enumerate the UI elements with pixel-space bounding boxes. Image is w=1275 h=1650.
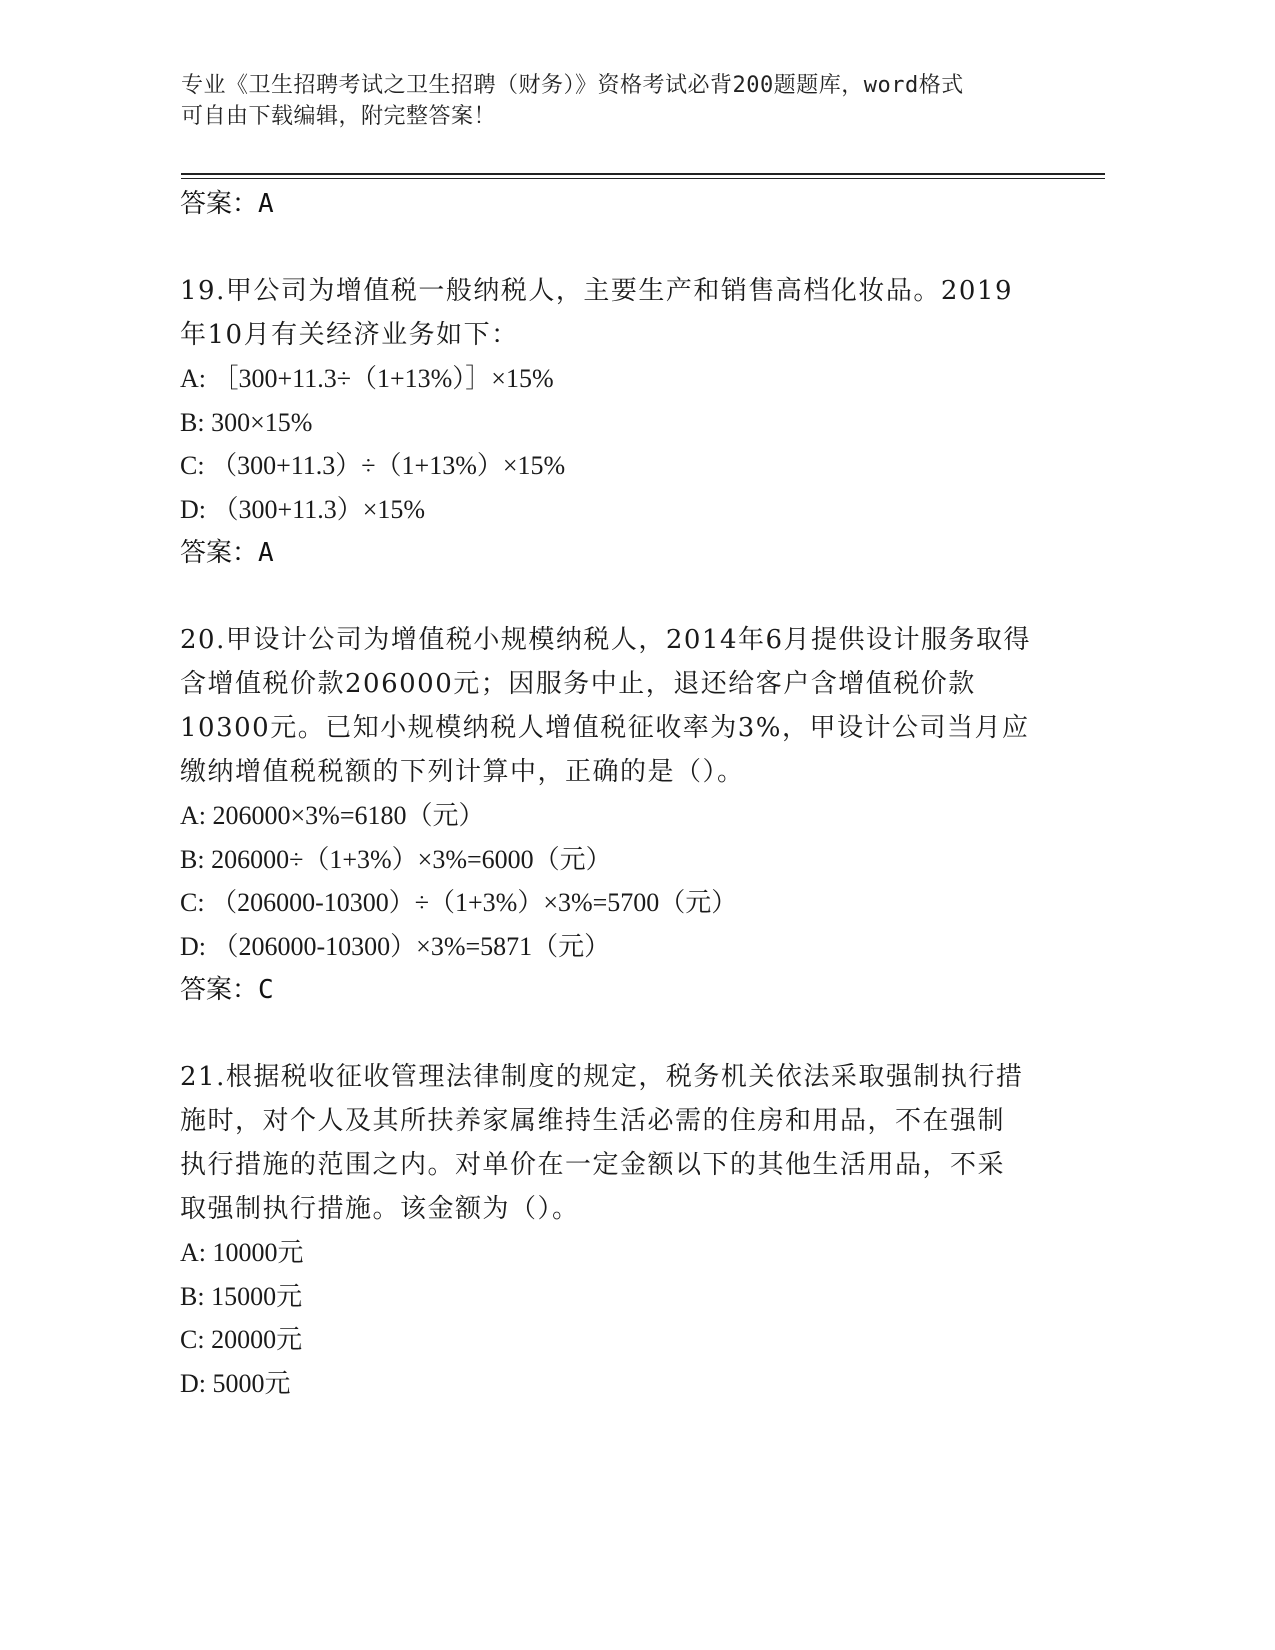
question-text-line: 含增值税价款206000元；因服务中止，退还给客户含增值税价款 [180,669,976,699]
question-text-line: 取强制执行措施。该金额为（）。 [180,1194,580,1224]
question-20 [180,618,1080,1012]
question-text-line: 20.甲设计公司为增值税小规模纳税人，2014年6月提供设计服务取得 [180,625,1032,655]
option-d: D: （206000-10300）×3%=5871（元） [180,931,611,961]
header-line-2: 可自由下载编辑，附完整答案！ [181,104,497,129]
header-divider-thick [181,173,1105,175]
question-text-line: 缴纳增值税税额的下列计算中，正确的是（）。 [180,757,745,787]
option-a: A: ［300+11.3÷（1+13%）］×15% [180,364,554,393]
option-a: A: 10000元 [180,1238,304,1267]
option-d: D: 5000元 [180,1368,291,1398]
option-c: C: 20000元 [180,1325,303,1354]
question-text-line: 执行措施的范围之内。对单价在一定金额以下的其他生活用品，不采 [180,1150,1006,1180]
question-text-line: 施时，对个人及其所扶养家属维持生活必需的住房和用品，不在强制 [180,1106,1006,1136]
question-19 [180,269,1080,575]
option-d: D: （300+11.3）×15% [180,494,426,524]
answer-previous: 答案：A [180,189,274,219]
spacer [180,575,1080,618]
option-b: B: 300×15% [180,407,313,437]
answer: 答案：C [180,975,274,1005]
option-b: B: 15000元 [180,1281,303,1311]
question-text-line: 年10月有关经济业务如下： [180,320,519,350]
spacer [180,226,1080,269]
question-list [180,182,1080,1405]
option-c: C: （300+11.3）÷（1+13%）×15% [180,451,566,480]
question-text-line: 21.根据税收征收管理法律制度的规定，税务机关依法采取强制执行措 [180,1062,1024,1092]
question-21 [180,1055,1080,1405]
option-a: A: 206000×3%=6180（元） [180,801,485,830]
header-divider-thin [181,178,1105,179]
option-b: B: 206000÷（1+3%）×3%=6000（元） [180,844,612,874]
question-text-line: 10300元。已知小规模纳税人增值税征收率为3%，甲设计公司当月应 [180,713,1030,743]
page-header [181,70,1061,132]
question-text-line: 19.甲公司为增值税一般纳税人，主要生产和销售高档化妆品。2019 [180,276,1014,306]
option-c: C: （206000-10300）÷（1+3%）×3%=5700（元） [180,888,738,917]
answer: 答案：A [180,538,274,568]
spacer [180,1012,1080,1055]
header-line-1: 专业《卫生招聘考试之卫生招聘（财务）》资格考试必背200题题库，word格式 [181,73,964,98]
